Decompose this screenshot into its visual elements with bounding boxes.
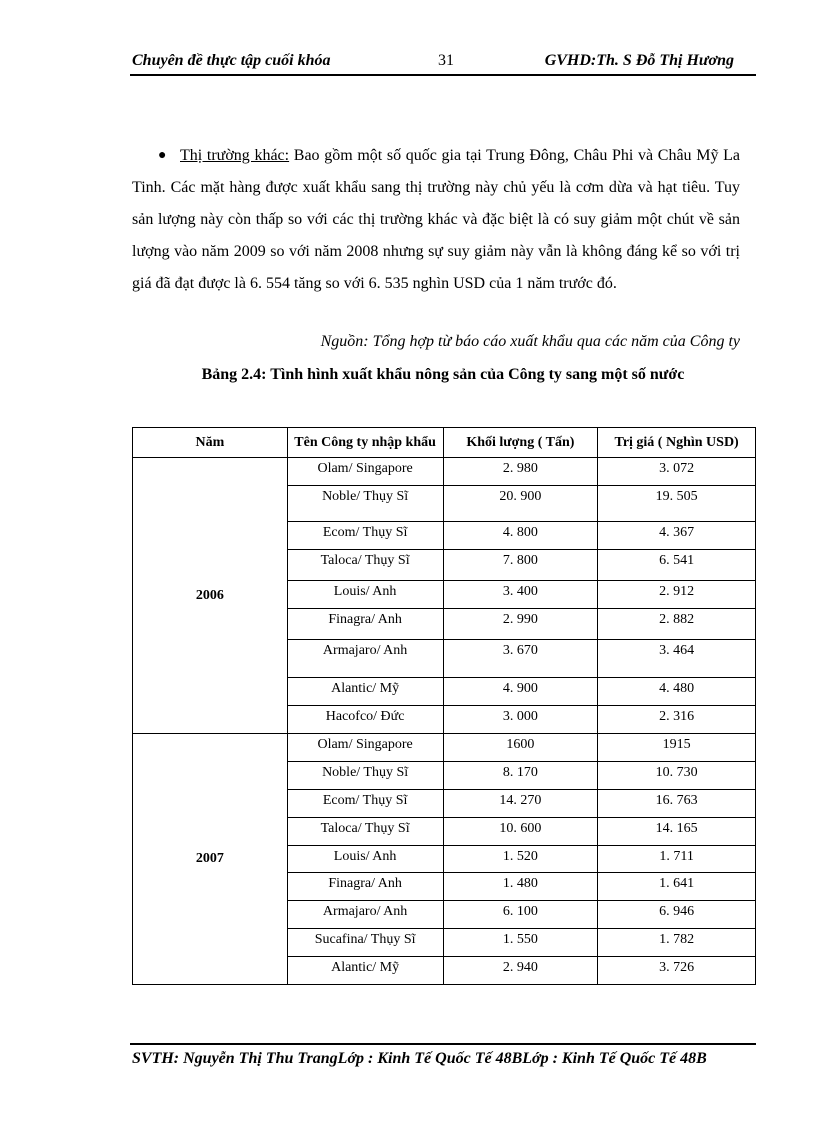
company-cell: Alantic/ Mỹ <box>287 957 443 985</box>
value-cell: 3. 726 <box>598 957 756 985</box>
volume-cell: 2. 940 <box>443 957 598 985</box>
page-header <box>132 50 754 74</box>
volume-cell: 3. 400 <box>443 581 598 609</box>
value-cell: 2. 882 <box>598 609 756 640</box>
volume-cell: 1600 <box>443 734 598 762</box>
volume-cell: 4. 800 <box>443 522 598 550</box>
volume-cell: 4. 900 <box>443 678 598 706</box>
value-cell: 1. 711 <box>598 846 756 873</box>
company-cell: Armajaro/ Anh <box>287 901 443 929</box>
company-cell: Taloca/ Thụy Sĩ <box>287 818 443 846</box>
company-cell: Louis/ Anh <box>287 846 443 873</box>
company-cell: Ecom/ Thụy Sĩ <box>287 522 443 550</box>
company-cell: Hacofco/ Đức <box>287 706 443 734</box>
value-cell: 19. 505 <box>598 486 756 522</box>
header-company: Tên Công ty nhập khẩu <box>287 428 443 458</box>
source-note: Nguồn: Tổng hợp từ báo cáo xuất khẩu qua các năm của Công ty <box>320 333 740 350</box>
year-cell: 2007 <box>133 734 288 985</box>
footer-rule <box>130 1043 756 1045</box>
export-table <box>132 427 756 985</box>
company-cell: Noble/ Thụy Sĩ <box>287 486 443 522</box>
company-cell: Louis/ Anh <box>287 581 443 609</box>
year-cell: 2006 <box>133 458 288 734</box>
volume-cell: 10. 600 <box>443 818 598 846</box>
company-cell: Olam/ Singapore <box>287 458 443 486</box>
table-header-row <box>133 428 756 458</box>
volume-cell: 3. 670 <box>443 640 598 678</box>
volume-cell: 14. 270 <box>443 790 598 818</box>
company-cell: Alantic/ Mỹ <box>287 678 443 706</box>
volume-cell: 1. 520 <box>443 846 598 873</box>
value-cell: 3. 072 <box>598 458 756 486</box>
value-cell: 14. 165 <box>598 818 756 846</box>
header-rule <box>130 74 756 76</box>
page-number: 31 <box>438 52 454 69</box>
table-row <box>133 734 756 762</box>
paragraph-text: Bao gồm một số quốc gia tại Trung Đông, Châu Phi và Châu Mỹ La Tinh. Các mặt hàng được xuất khẩu sang thị trường này chủ yếu là cơm dừa và hạt tiêu. Tuy sản lượng này còn thấp so với các thị trường khác và đặc biệt là có suy giảm một chút về sản lượng vào năm 2009 so với năm 2008 nhưng sự suy giảm này vẫn là không đáng kể so với trị giá đã đạt được là 6. 554 tăng so với 6. 535 nghìn USD của 1 năm trước đó. <box>132 147 740 292</box>
header-left-title: Chuyên đề thực tập cuối khóa <box>132 52 331 69</box>
value-cell: 2. 316 <box>598 706 756 734</box>
bullet-icon: ● <box>158 148 167 163</box>
value-cell: 1. 641 <box>598 873 756 901</box>
value-cell: 4. 480 <box>598 678 756 706</box>
volume-cell: 1. 480 <box>443 873 598 901</box>
volume-cell: 6. 100 <box>443 901 598 929</box>
paragraph-lead: Thị trường khác: <box>180 147 290 164</box>
value-cell: 16. 763 <box>598 790 756 818</box>
value-cell: 6. 541 <box>598 550 756 581</box>
value-cell: 10. 730 <box>598 762 756 790</box>
volume-cell: 2. 980 <box>443 458 598 486</box>
value-cell: 3. 464 <box>598 640 756 678</box>
volume-cell: 3. 000 <box>443 706 598 734</box>
header-advisor: GVHD:Th. S Đỗ Thị Hương <box>544 52 734 69</box>
company-cell: Armajaro/ Anh <box>287 640 443 678</box>
company-cell: Taloca/ Thụy Sĩ <box>287 550 443 581</box>
table-row <box>133 458 756 486</box>
volume-cell: 2. 990 <box>443 609 598 640</box>
company-cell: Finagra/ Anh <box>287 609 443 640</box>
header-volume: Khối lượng ( Tấn) <box>443 428 598 458</box>
value-cell: 2. 912 <box>598 581 756 609</box>
value-cell: 6. 946 <box>598 901 756 929</box>
body-paragraph <box>132 140 740 300</box>
company-cell: Ecom/ Thụy Sĩ <box>287 790 443 818</box>
value-cell: 4. 367 <box>598 522 756 550</box>
volume-cell: 20. 900 <box>443 486 598 522</box>
company-cell: Sucafina/ Thụy Sĩ <box>287 929 443 957</box>
value-cell: 1915 <box>598 734 756 762</box>
company-cell: Olam/ Singapore <box>287 734 443 762</box>
volume-cell: 7. 800 <box>443 550 598 581</box>
header-value: Trị giá ( Nghìn USD) <box>598 428 756 458</box>
company-cell: Noble/ Thụy Sĩ <box>287 762 443 790</box>
company-cell: Finagra/ Anh <box>287 873 443 901</box>
page-footer: SVTH: Nguyễn Thị Thu TrangLớp : Kinh Tế Quốc Tế 48BLớp : Kinh Tế Quốc Tế 48B <box>132 1050 707 1067</box>
header-year: Năm <box>133 428 288 458</box>
value-cell: 1. 782 <box>598 929 756 957</box>
volume-cell: 1. 550 <box>443 929 598 957</box>
volume-cell: 8. 170 <box>443 762 598 790</box>
table-caption: Bảng 2.4: Tình hình xuất khẩu nông sản của Công ty sang một số nước <box>201 366 685 383</box>
